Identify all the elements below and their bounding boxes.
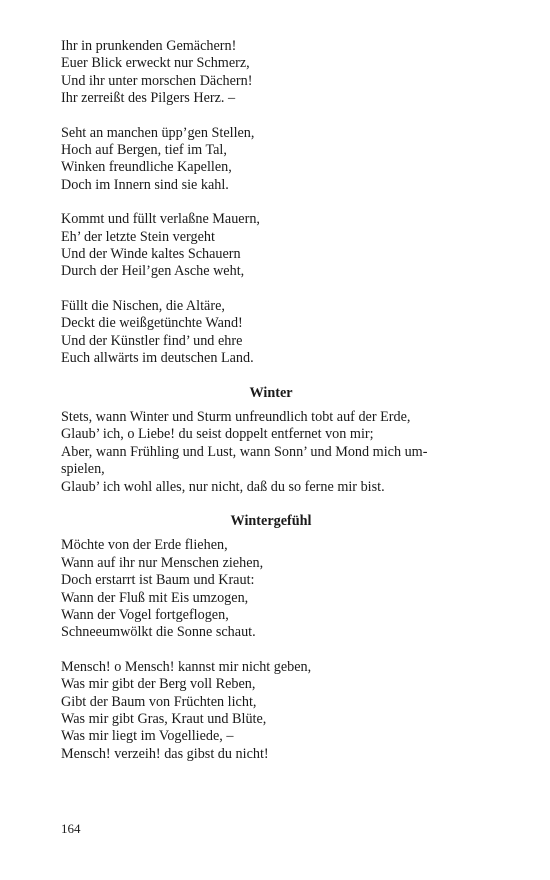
verse-line: Stets, wann Winter und Sturm unfreundlich tobt auf der Erde, <box>61 408 411 425</box>
verse-line: Durch der Heil’gen Asche weht, <box>61 263 245 280</box>
verse-line: Doch im Innern sind sie kahl. <box>61 176 229 193</box>
verse-line: Deckt die weißgetünchte Wand! <box>61 315 243 332</box>
verse-line: Ihr zerreißt des Pilgers Herz. – <box>61 90 236 107</box>
verse-line: Was mir gibt Gras, Kraut und Blüte, <box>61 711 267 727</box>
verse-line: Winken freundliche Kapellen, <box>61 159 232 176</box>
stanza <box>61 125 481 195</box>
verse-line: Und der Winde kaltes Schauern <box>61 246 241 263</box>
stanza <box>61 298 481 368</box>
verse-line: Euch allwärts im deutschen Land. <box>61 350 254 367</box>
verse-line: Möchte von der Erde fliehen, <box>61 537 228 554</box>
verse-line: Ihr in prunkenden Gemächern! <box>61 38 237 54</box>
verse-line: Glaub’ ich wohl alles, nur nicht, daß du so ferne mir bist. <box>61 478 385 495</box>
verse-line: Mensch! verzeih! das gibst du nicht! <box>61 745 269 762</box>
poem-title-winter: Winter <box>249 384 293 401</box>
verse-line: Aber, wann Frühling und Lust, wann Sonn’ und Mond mich um- <box>61 443 428 460</box>
stanza <box>61 409 481 496</box>
stanza <box>61 211 481 281</box>
verse-line: Wann der Vogel fortgeflogen, <box>61 606 229 623</box>
page-text <box>61 38 481 780</box>
verse-line: Eh’ der letzte Stein vergeht <box>61 228 215 245</box>
poem-title-wintergefuehl: Wintergefühl <box>230 512 312 529</box>
verse-line: Und ihr unter morschen Dächern! <box>61 72 253 89</box>
verse-line: Kommt und füllt verlaßne Mauern, <box>61 211 260 228</box>
stanza <box>61 537 481 641</box>
verse-line: Doch erstarrt ist Baum und Kraut: <box>61 572 255 589</box>
verse-line: Wann der Fluß mit Eis umzogen, <box>61 589 249 606</box>
verse-line: Was mir gibt der Berg voll Reben, <box>61 676 256 693</box>
verse-line: Hoch auf Bergen, tief im Tal, <box>61 142 227 159</box>
stanza <box>61 659 481 763</box>
page-number: 164 <box>61 821 81 836</box>
verse-line: Füllt die Nischen, die Altäre, <box>61 297 225 314</box>
verse-line: spielen, <box>61 461 105 478</box>
stanza <box>61 38 481 108</box>
verse-line: Glaub’ ich, o Liebe! du seist doppelt entfernet von mir; <box>61 426 374 443</box>
verse-line: Mensch! o Mensch! kannst mir nicht geben, <box>61 658 312 675</box>
verse-line: Euer Blick erweckt nur Schmerz, <box>61 55 250 72</box>
verse-line: Gibt der Baum von Früchten licht, <box>61 693 257 710</box>
verse-line: Wann auf ihr nur Menschen ziehen, <box>61 554 264 571</box>
verse-line: Und der Künstler find’ und ehre <box>61 332 243 349</box>
verse-line: Schneeumwölkt die Sonne schaut. <box>61 624 256 641</box>
verse-line: Seht an manchen üpp’gen Stellen, <box>61 124 255 141</box>
verse-line: Was mir liegt im Vogelliede, – <box>61 728 234 745</box>
